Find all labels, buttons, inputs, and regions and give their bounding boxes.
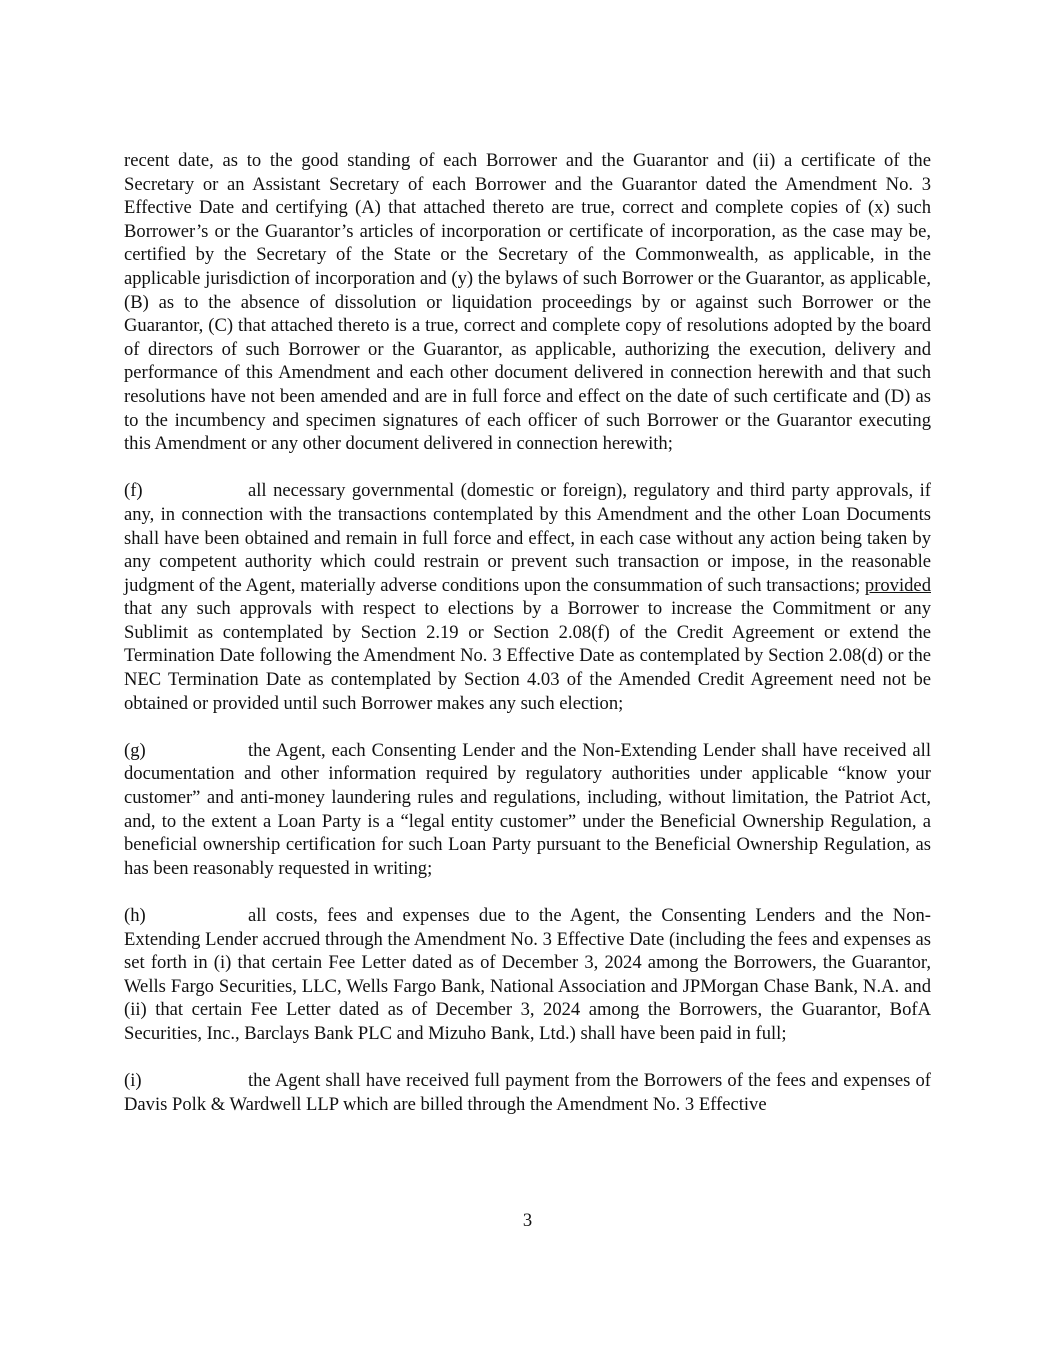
- paragraph-f-text-start: all necessary governmental (domestic or foreign), regulatory and third party approvals, if any, in connection with the transactions contemplated by this Amendment and the other Loan Documents shall have been obtained and remain in full force and effect, in each case without any action being taken by any competent authority which could restrain or prevent such transaction or impose, in the reasonable judgment of the Agent, materially adverse conditions upon the consummation of such transactions;: [124, 480, 931, 596]
- page-number: 3: [522, 1210, 533, 1231]
- provided-term: provided: [864, 574, 931, 596]
- paragraph-h-text: all costs, fees and expenses due to the Agent, the Consenting Lenders and the Non-Extending Lender accrued through the Amendment No. 3 Effective Date (including the fees and expenses as set forth in (i) that certain Fee Letter dated as of December 3, 2024 among the Borrowers, the Guarantor, Wells Fargo Securities, LLC, Wells Fargo Bank, National Association and JPMorgan Chase Bank, N.A. and (ii) that certain Fee Letter dated as of December 3, 2024 among the Borrowers, the Guarantor, BofA Securities, Inc., Barclays Bank PLC and Mizuho Bank, Ltd.) shall have been paid in full;: [124, 905, 931, 1044]
- paragraph-label-i: (i): [124, 1070, 142, 1092]
- paragraph-f-text-end: that any such approvals with respect to elections by a Borrower to increase the Commitment or any Sublimit as contemplated by Section 2.19 or Section 2.08(f) of the Credit Agreement or extend the Termination Date following the Amendment No. 3 Effective Date as contemplated by Section 2.08(d) or the NEC Termination Date as contemplated by Section 4.03 of the Amended Credit Agreement need not be obtained or provided until such Borrower makes any such election;: [124, 598, 931, 714]
- paragraph-label-h: (h): [124, 905, 146, 926]
- paragraph-i: [124, 1069, 931, 1116]
- paragraph-g: [124, 739, 931, 881]
- paragraph-h: [124, 904, 931, 1046]
- document-page: [124, 149, 931, 1116]
- paragraph-f: [124, 479, 931, 715]
- paragraph-label-g: (g): [124, 739, 146, 761]
- paragraph-continuation: recent date, as to the good standing of each Borrower and the Guarantor and (ii) a certificate of the Secretary or an Assistant Secretary of each Borrower and the Guarantor dated the Amendment No. 3 Effective Date and certifying (A) that attached thereto are true, correct and complete copies of (x) such Borrower’s or the Guarantor’s articles of incorporation or certificate of incorporation, as the case may be, certified by the Secretary of the State or the Secretary of the Commonwealth, as applicable, in the applicable jurisdiction of incorporation and (y) the bylaws of such Borrower or the Guarantor, as applicable, (B) as to the absence of dissolution or liquidation proceedings by or against such Borrower or the Guarantor, (C) that attached thereto is a true, correct and complete copy of resolutions adopted by the board of directors of such Borrower or the Guarantor, as applicable, authorizing the execution, delivery and performance of this Amendment and each other document delivered in connection herewith and that such resolutions have not been amended and are in full force and effect on the date of such certificate and (D) as to the incumbency and specimen signatures of each officer of such Borrower or the Guarantor executing this Amendment or any other document delivered in connection herewith;: [124, 150, 931, 455]
- paragraph-i-text: the Agent shall have received full payment from the Borrowers of the fees and expenses of Davis Polk & Wardwell LLP which are billed through the Amendment No. 3 Effective: [124, 1070, 931, 1115]
- paragraph-label-f: (f): [124, 480, 143, 502]
- paragraph-g-text: the Agent, each Consenting Lender and the Non-Extending Lender shall have received all documentation and other information required by regulatory authorities under applicable “know your customer” and anti-money laundering rules and regulations, including, without limitation, the Patriot Act, and, to the extent a Loan Party is a “legal entity customer” under the Beneficial Ownership Regulation, a beneficial ownership certification for such Loan Party pursuant to the Beneficial Ownership Regulation, as has been reasonably requested in writing;: [124, 739, 931, 879]
